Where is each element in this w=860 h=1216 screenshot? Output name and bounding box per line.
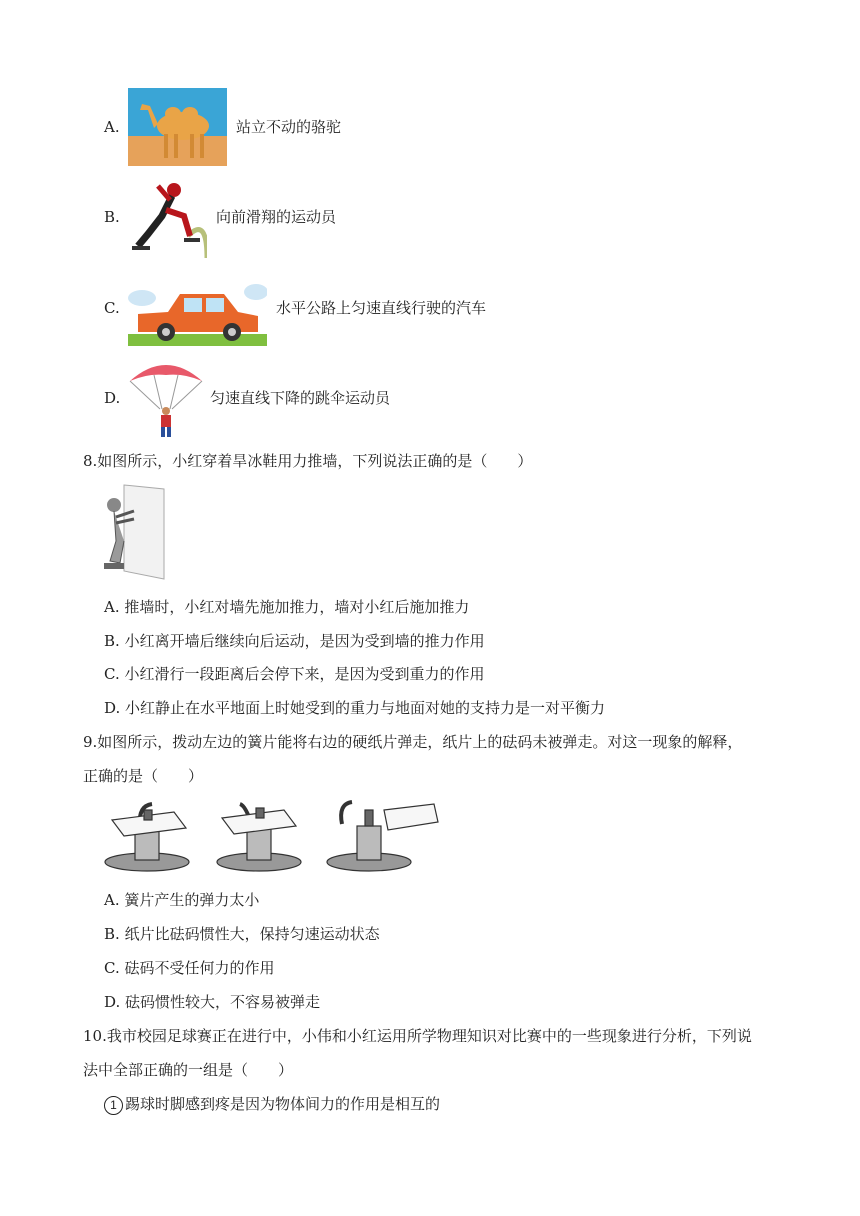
q7-option-c-text: 水平公路上匀速直线行驶的汽车: [276, 299, 487, 317]
q10-item-1-text: 踢球时脚感到疼是因为物体间力的作用是相互的: [125, 1095, 441, 1113]
option-letter: C.: [104, 299, 120, 317]
q9-question-line2: 正确的是（ ）: [83, 767, 204, 785]
option-letter: A.: [104, 598, 120, 616]
q7-option-b-text: 向前滑翔的运动员: [216, 208, 337, 226]
option-letter: D.: [104, 993, 121, 1011]
parachute-image: [126, 355, 206, 439]
girl-pushing-wall-image: [102, 483, 168, 581]
q8-option-b: [104, 631, 485, 651]
q10-question-line2: 法中全部正确的一组是（ ）: [83, 1061, 294, 1079]
q9-question-line1: 9.如图所示，拨动左边的簧片能将右边的硬纸片弹走，纸片上的砝码未被弹走。对这一现象的解释，: [83, 733, 743, 751]
option-text: 小红离开墙后继续向后运动，是因为受到墙的推力作用: [124, 632, 485, 650]
q8-option-d: [104, 698, 605, 718]
q8-question: 8.如图所示，小红穿着旱冰鞋用力推墙，下列说法正确的是（ ）: [83, 452, 533, 470]
option-text: 纸片比砝码惯性大，保持匀速运动状态: [124, 925, 380, 943]
option-text: 小红静止在水平地面上时她受到的重力与地面对她的支持力是一对平衡力: [125, 699, 606, 717]
option-letter: B.: [104, 632, 120, 650]
q7-option-c: [104, 298, 120, 318]
q8-option-c: [104, 664, 485, 684]
car-image: [128, 276, 267, 346]
spring-card-apparatus-image: [102, 800, 442, 872]
q7-option-d-text: 匀速直线下降的跳伞运动员: [210, 389, 391, 407]
option-letter: A.: [104, 891, 120, 909]
option-text: 小红滑行一段距离后会停下来，是因为受到重力的作用: [124, 665, 485, 683]
option-letter: B.: [104, 208, 120, 226]
camel-image: [128, 88, 227, 166]
option-text: 砝码惯性较大，不容易被弹走: [125, 993, 321, 1011]
q10-question-line1: 10.我市校园足球赛正在进行中，小伟和小红运用所学物理知识对比赛中的一些现象进行分析，下列说: [83, 1027, 752, 1045]
circled-number-1: 1: [104, 1096, 123, 1115]
q7-option-a: [104, 117, 120, 137]
q7-option-b: [104, 207, 120, 227]
q7-option-d: [104, 388, 120, 408]
option-letter: C.: [104, 665, 120, 683]
q9-option-b: [104, 924, 380, 944]
q9-option-a: [104, 890, 259, 910]
q9-option-c: [104, 958, 275, 978]
option-letter: D.: [104, 699, 121, 717]
option-letter: A.: [104, 118, 120, 136]
option-text: 砝码不受任何力的作用: [124, 959, 275, 977]
option-letter: B.: [104, 925, 120, 943]
option-letter: D.: [104, 389, 121, 407]
q9-option-d: [104, 992, 320, 1012]
option-text: 推墙时，小红对墙先施加推力，墙对小红后施加推力: [124, 598, 470, 616]
q10-item-1: [104, 1094, 440, 1115]
option-letter: C.: [104, 959, 120, 977]
skater-image: [128, 176, 207, 258]
q8-option-a: [104, 597, 469, 617]
q7-option-a-text: 站立不动的骆驼: [236, 118, 342, 136]
option-text: 簧片产生的弹力太小: [124, 891, 260, 909]
